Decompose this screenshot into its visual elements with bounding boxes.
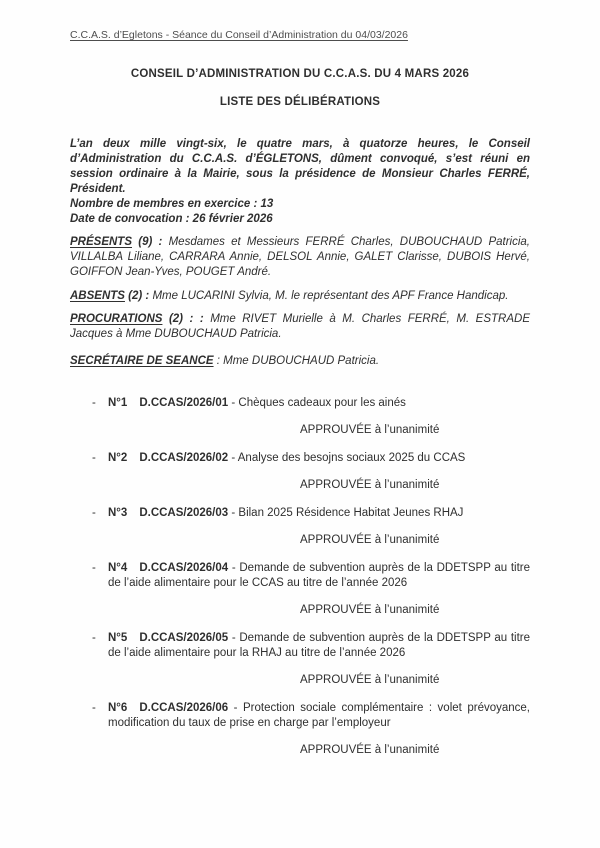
bullet-dash: - [92,632,96,644]
secretary-paragraph [70,354,530,369]
members-count-line: Nombre de membres en exercice : 13 [70,198,274,210]
delib-result: APPROUVÉE à l’unanimité [300,604,440,616]
presents-names: Mesdames et Messieurs FERRÉ Charles, DUBOUCHAUD Patricia, VILLALBA Liliane, CARRARA Annie, DELSOL Annie, GALET Clarisse, DUBOIS Hervé, GOIFFON Jean-Yves, POUGET André. [70,236,530,278]
absents-names: Mme LUCARINI Sylvia, M. le représentant des APF France Handicap. [152,290,509,302]
procurations-paragraph [70,312,530,342]
delib-ref: D.CCAS/2026/06 [139,702,229,714]
delib-ref: D.CCAS/2026/04 [139,562,229,574]
delib-ref: D.CCAS/2026/05 [139,632,229,644]
procurations-label: PROCURATIONS [70,313,163,325]
delib-title: - Demande de subvention auprès de la DDETSPP au titre de l’aide alimentaire pour la RHAJ au titre de l’année 2026 [108,632,531,659]
deliberation-item [70,451,530,493]
deliberation-item [70,631,530,688]
delib-number: N°2 [108,452,128,464]
deliberation-text [108,506,530,521]
document-subtitle: LISTE DES DÉLIBÉRATIONS [219,96,381,108]
delib-ref: D.CCAS/2026/03 [139,507,229,519]
deliberation-text [108,396,530,411]
delib-number: N°5 [108,632,128,644]
delib-result: APPROUVÉE à l’unanimité [300,674,440,686]
deliberation-head [70,631,530,661]
bullet-dash: - [92,702,96,714]
intro-paragraph: L’an deux mille vingt-six, le quatre mars, à quatorze heures, le Conseil d’Administration du C.C.A.S. d’ÉGLETONS, dûment convoqué, s’est réuni en session ordinaire à la Mairie, sous la présidence de Monsieur Charles FERRÉ, Président. [70,138,530,195]
delib-result: APPROUVÉE à l’unanimité [300,534,440,546]
delib-ref: D.CCAS/2026/01 [139,397,229,409]
document-header [70,28,530,43]
header-text: C.C.A.S. d’Egletons - Séance du Conseil d’Administration du 04/03/2026 [70,29,408,41]
delib-number: N°6 [108,702,128,714]
presents-count: (9) : [132,236,169,248]
delib-result: APPROUVÉE à l’unanimité [300,479,440,491]
deliberation-head [70,451,530,466]
presents-paragraph [70,235,530,280]
deliberation-item [70,701,530,758]
presents-label: PRÉSENTS [70,236,132,248]
deliberation-item [70,396,530,438]
deliberations-list [70,396,530,758]
procurations-count: (2) : : [162,313,211,325]
delib-title: - Demande de subvention auprès de la DDETSPP au titre de l’aide alimentaire pour le CCAS au titre de l’année 2026 [108,562,531,589]
delib-result: APPROUVÉE à l’unanimité [300,424,440,436]
delib-ref: D.CCAS/2026/02 [139,452,229,464]
delib-title: - Chèques cadeaux pour les ainés [231,397,406,409]
delib-number: N°4 [108,562,128,574]
intro-section [70,137,530,227]
delib-title: - Analyse des besojns sociaux 2025 du CCAS [231,452,466,464]
absents-label: ABSENTS [70,290,125,302]
delib-title: - Bilan 2025 Résidence Habitat Jeunes RHAJ [231,507,464,519]
bullet-dash: - [92,397,96,409]
delib-result: APPROUVÉE à l’unanimité [300,744,440,756]
convocation-date-line: Date de convocation : 26 février 2026 [70,213,273,225]
deliberation-item [70,506,530,548]
secretary-label: SECRÉTAIRE DE SEANCE [70,355,214,367]
delib-number: N°1 [108,397,128,409]
deliberation-text [108,561,530,591]
bullet-dash: - [92,452,96,464]
procurations-names: Mme RIVET Murielle à M. Charles FERRÉ, M. ESTRADE Jacques à Mme DUBOUCHAUD Patricia. [70,313,530,340]
deliberation-text [108,451,530,466]
bullet-dash: - [92,507,96,519]
absents-count: (2) : [124,290,153,302]
delib-title: - Protection sociale complémentaire : volet prévoyance, modification du taux de prise en charge par l’employeur [108,702,530,729]
absents-paragraph [70,289,530,304]
document-title: CONSEIL D’ADMINISTRATION DU C.C.A.S. DU 4 MARS 2026 [130,68,470,80]
deliberation-head [70,506,530,521]
deliberation-text [108,701,530,731]
delib-number: N°3 [108,507,128,519]
deliberation-text [108,631,530,661]
deliberation-head [70,396,530,411]
deliberation-item [70,561,530,618]
deliberation-head [70,701,530,731]
secretary-name: : Mme DUBOUCHAUD Patricia. [213,355,380,367]
bullet-dash: - [92,562,96,574]
deliberation-head [70,561,530,591]
